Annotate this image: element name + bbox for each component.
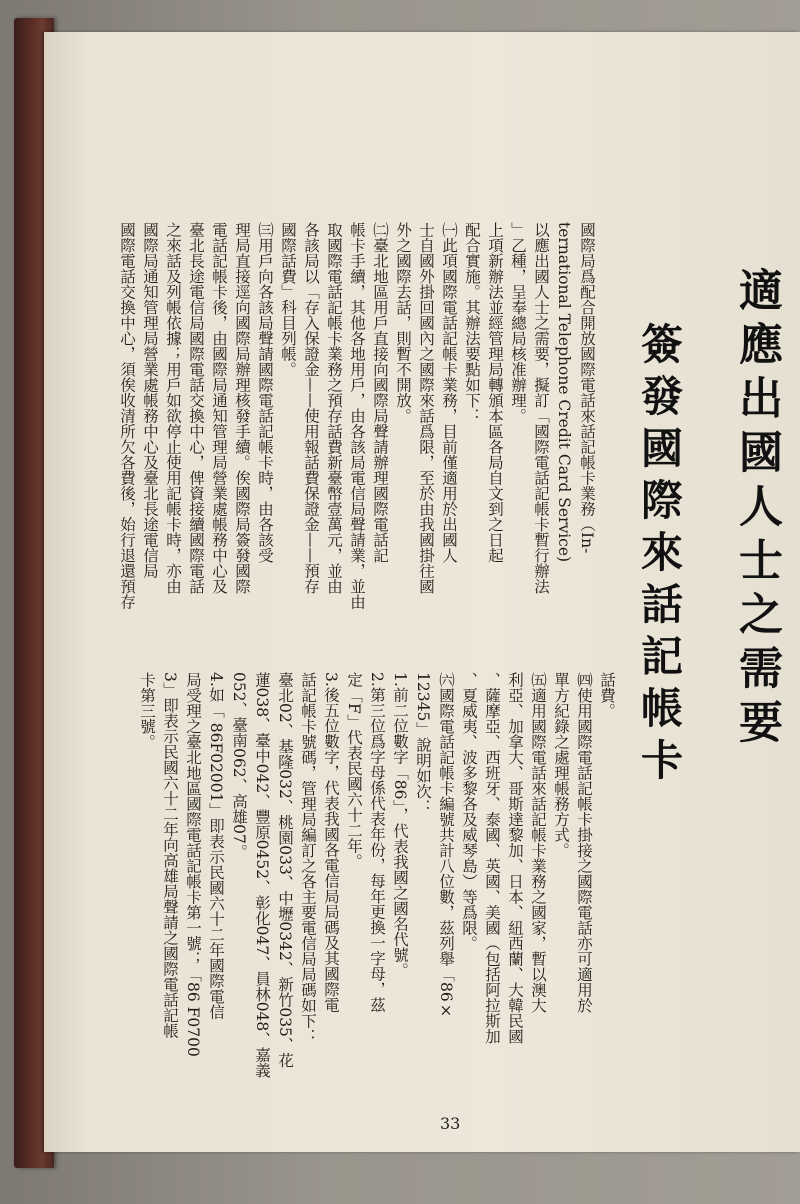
text-line: 之來話及列帳依據；用戶如欲停止使用記帳卡時，亦由: [164, 222, 182, 594]
text-line: 3」即表示民國六十二年向高雄局聲請之國際電話記帳: [161, 672, 179, 1039]
text-line: 3.後五位數字，代表我國各電信局局碼及其國際電: [322, 672, 340, 1013]
text-line: 理局直接逕向國際局辦理核發手續。俟國際局簽發國際: [233, 222, 251, 594]
text-line: 士自國外掛回國內之國際來話爲限，至於由我國掛往國: [417, 222, 435, 594]
text-line: 上項新辦法並經管理局轉頒本區各局自文到之日起: [486, 222, 504, 563]
text-line: 外之國際去話，則暫不開放。: [394, 222, 412, 424]
text-line: 國際局爲配合開放國際電話來話記帳卡業務（In-: [578, 222, 596, 554]
text-line: ternational Telephone Credit Card Service): [555, 222, 573, 563]
text-line: 定「F」代表民國六十二年。: [345, 672, 363, 869]
text-line: 12345」說明如次：: [414, 672, 432, 815]
text-line: 話費。: [598, 672, 616, 719]
text-line: ㈢用戶向各該局聲請國際電話記帳卡時，由各該受: [256, 222, 274, 563]
text-line: 臺北長途電信局國際電話交換中心，俾資接續國際電話: [187, 222, 205, 594]
text-line: 國際局通知管理局營業處帳務中心及臺北長途電信局: [141, 222, 159, 579]
text-line: 帳卡手續，其他各地用戶，由各該局電信局聲請業，並由: [348, 222, 366, 610]
page-number: 33: [440, 1114, 461, 1133]
title-line-2: 簽發國際來話記帳卡: [635, 322, 684, 790]
text-line: ㈤適用國際電話來話記帳卡業務之國家，暫以澳大: [529, 672, 547, 1013]
text-line: 國際電話交換中心，須俟收清所欠各費後，始行退還預存: [118, 222, 136, 610]
text-line: 4.如「 86F02001」即表示民國六十二年國際電信: [207, 672, 225, 1020]
text-line: 電話記帳卡後，由國際局通知管理局營業處帳務中心及: [210, 222, 228, 594]
text-line: 蓮038、臺中042、豐原0452、彰化047、員林048、嘉義: [253, 672, 271, 1078]
text-line: 臺北02、基隆032、桃園033、中壢0342、新竹035、花: [276, 672, 294, 1068]
body-text-upper: [118, 222, 598, 667]
text-line: 單方紀錄之處理帳務方式。: [552, 672, 570, 858]
text-line: 2.第三位爲字母係代表年份，每年更換一字母，茲: [368, 672, 386, 1013]
text-line: ㈡臺北地區用戶直接向國際局聲請辦理國際電話記: [371, 222, 389, 563]
text-line: 話記帳卡號碼，管理局編訂之各主要電信局局碼如下：: [299, 672, 317, 1044]
title-line-1: 適應出國人士之需要: [731, 267, 782, 753]
book-page: [44, 32, 800, 1152]
text-line: 配合實施。其辦法要點如下：: [463, 222, 481, 424]
text-line: 局受理之臺北地區國際電話記帳卡第一號；「86 F0700: [184, 672, 202, 1057]
text-line: 利亞、加拿大、哥斯達黎加、日本、紐西蘭、大韓民國: [506, 672, 524, 1044]
text-line: 、夏威夷、波多黎各及威琴島）等爲限。: [460, 672, 478, 951]
text-line: 取國際電話記帳卡業務之預存話費新臺幣壹萬元，並由: [325, 222, 343, 594]
text-line: 國際話費」科目列帳。: [279, 222, 297, 377]
text-line: 052、臺南062、高雄07。: [230, 672, 248, 860]
text-line: ㈣使用國際電話記帳卡掛接之國際電話亦可適用於: [575, 672, 593, 1013]
body-text-lower: [138, 672, 618, 1087]
text-line: 、薩摩亞、西班牙、泰國、英國、美國（包括阿拉斯加: [483, 672, 501, 1044]
text-line: 1.前二位數字「86」，代表我國之國名代號。: [391, 672, 409, 978]
text-line: 各該局以「存入保證金——使用報話費保證金——預存: [302, 222, 320, 594]
text-line: 以應出國人士之需要，擬訂「國際電話記帳卡暫行辦法: [532, 222, 550, 594]
text-line: 卡第三號。: [138, 672, 156, 750]
text-line: 」乙種，呈奉總局核准辦理。: [509, 222, 527, 424]
text-line: ㈠此項國際電話記帳卡業務，目前僅適用於出國人: [440, 222, 458, 563]
text-line: ㈥國際電話記帳卡編號共計八位數，茲列舉「86×: [437, 672, 455, 1020]
